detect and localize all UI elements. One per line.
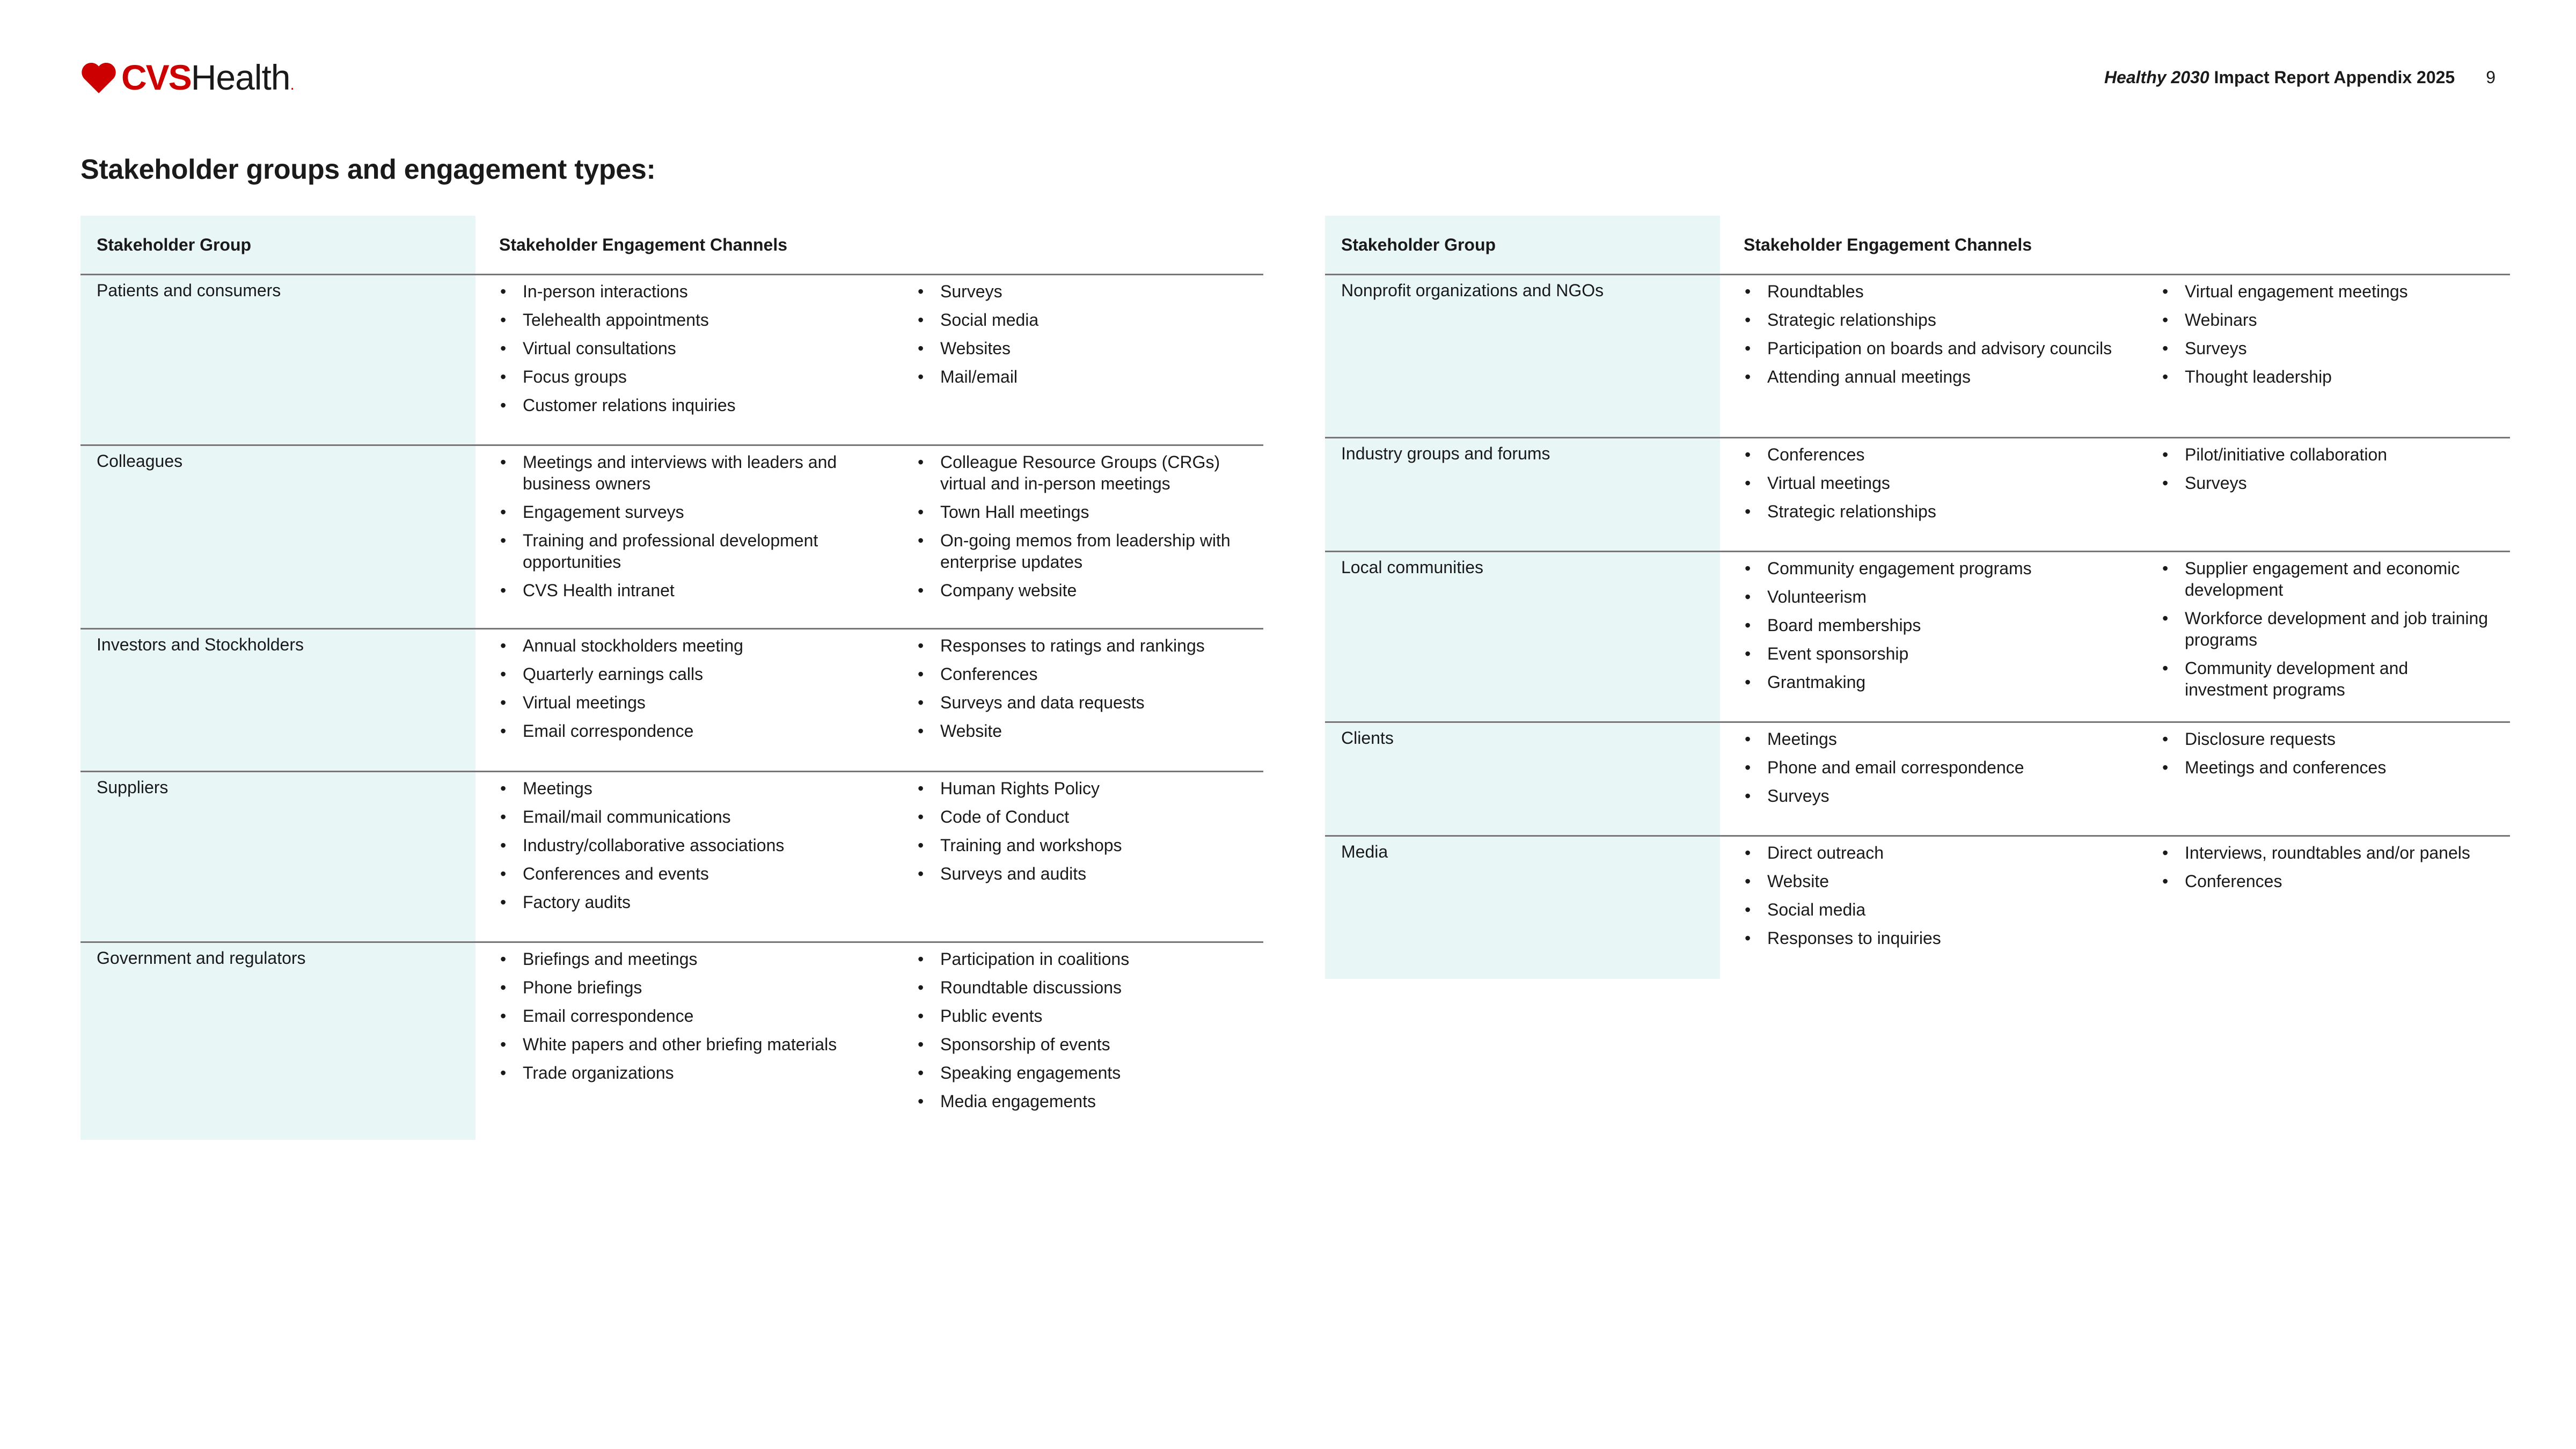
channel-list	[475, 275, 893, 416]
channel-item: • Webinars	[2161, 309, 2494, 331]
report-name	[2104, 68, 2455, 87]
channels-cell	[2138, 722, 2510, 836]
channel-item: • Training and workshops	[917, 835, 1247, 856]
channel-item: • Website	[1744, 870, 2121, 892]
stakeholder-group-cell: Government and regulators	[80, 942, 475, 1140]
channels-cell	[2138, 836, 2510, 979]
channel-item: • Meetings and conferences	[2161, 757, 2494, 778]
channel-item: • Trade organizations	[499, 1062, 877, 1084]
stakeholder-group-cell: Local communities	[1325, 552, 1720, 722]
channel-item: • Colleague Resource Groups (CRGs) virtual and in-person meetings	[917, 451, 1247, 494]
channel-item: • Roundtables	[1744, 281, 2121, 302]
report-name-rest: Impact Report Appendix 2025	[2209, 68, 2455, 87]
stakeholder-group-cell: Investors and Stockholders	[80, 629, 475, 772]
channel-list	[475, 772, 893, 913]
channel-item: • Community development and investment programs	[2161, 657, 2494, 700]
channel-item: • Phone briefings	[499, 977, 877, 998]
stakeholder-group-cell: Nonprofit organizations and NGOs	[1325, 275, 1720, 438]
channel-item: • Roundtable discussions	[917, 977, 1247, 998]
logo-health: Health	[191, 57, 290, 97]
channel-item: • Strategic relationships	[1744, 309, 2121, 331]
channel-list	[893, 943, 1263, 1112]
table-row	[1325, 275, 2510, 438]
channel-list	[475, 630, 893, 742]
channel-item: • Virtual consultations	[499, 338, 877, 359]
table-header-row	[1325, 216, 2510, 275]
channels-cell	[893, 445, 1263, 629]
channels-cell	[1720, 836, 2138, 979]
table-row	[80, 445, 1263, 629]
channel-list	[893, 772, 1263, 884]
page-number: 9	[2486, 68, 2496, 87]
channel-item: • Sponsorship of events	[917, 1034, 1247, 1055]
channel-item: • Annual stockholders meeting	[499, 635, 877, 656]
channel-item: • Public events	[917, 1005, 1247, 1027]
channel-list	[1720, 438, 2138, 522]
channel-item: • Disclosure requests	[2161, 728, 2494, 750]
channel-list	[2138, 275, 2510, 387]
channel-list	[2138, 438, 2510, 494]
channel-item: • Town Hall meetings	[917, 501, 1247, 523]
table-row	[80, 772, 1263, 942]
table-row	[80, 942, 1263, 1140]
channel-list	[475, 943, 893, 1084]
channel-item: • Meetings	[1744, 728, 2121, 750]
channels-cell	[1720, 438, 2138, 552]
channel-item: • Volunteerism	[1744, 586, 2121, 608]
channel-item: • Virtual meetings	[1744, 472, 2121, 494]
report-name-italic: Healthy 2030	[2104, 68, 2209, 87]
channels-cell	[893, 942, 1263, 1140]
channels-cell	[475, 772, 893, 942]
channels-cell	[475, 275, 893, 445]
channel-item: • Meetings	[499, 778, 877, 799]
channel-list	[893, 275, 1263, 387]
page-title: Stakeholder groups and engagement types:	[80, 154, 656, 185]
channel-item: • Engagement surveys	[499, 501, 877, 523]
channel-item: • Conferences	[1744, 444, 2121, 465]
channel-item: • Email correspondence	[499, 720, 877, 742]
channels-cell	[475, 629, 893, 772]
channels-cell	[893, 772, 1263, 942]
channel-item: • Responses to ratings and rankings	[917, 635, 1247, 656]
channels-cell	[1720, 275, 2138, 438]
channel-item: • Virtual meetings	[499, 692, 877, 713]
header-engagement-channels: Stakeholder Engagement Channels	[1720, 216, 2138, 275]
table-row	[80, 629, 1263, 772]
channel-list	[475, 446, 893, 601]
channel-item: • Event sponsorship	[1744, 643, 2121, 664]
channels-cell	[1720, 722, 2138, 836]
channel-item: • Interviews, roundtables and/or panels	[2161, 842, 2494, 863]
channels-cell	[475, 942, 893, 1140]
channel-item: • Conferences	[2161, 870, 2494, 892]
channel-item: • Quarterly earnings calls	[499, 663, 877, 685]
channel-item: • Websites	[917, 338, 1247, 359]
header-stakeholder-group: Stakeholder Group	[80, 216, 475, 275]
channel-item: • Training and professional development opportunities	[499, 530, 877, 573]
channel-item: • Email correspondence	[499, 1005, 877, 1027]
channel-item: • Customer relations inquiries	[499, 394, 877, 416]
channel-item: • Thought leadership	[2161, 366, 2494, 387]
channel-item: • Community engagement programs	[1744, 558, 2121, 579]
channel-item: • Board memberships	[1744, 614, 2121, 636]
channels-cell	[893, 275, 1263, 445]
stakeholder-table-left	[80, 216, 1263, 1140]
channel-item: • Surveys	[1744, 785, 2121, 807]
channels-cell	[2138, 552, 2510, 722]
channel-item: • Meetings and interviews with leaders and business owners	[499, 451, 877, 494]
channel-list	[2138, 723, 2510, 778]
channel-item: • Human Rights Policy	[917, 778, 1247, 799]
header-spacer	[893, 216, 1263, 275]
channels-cell	[2138, 438, 2510, 552]
channel-item: • Attending annual meetings	[1744, 366, 2121, 387]
channel-list	[2138, 552, 2510, 700]
channel-item: • Grantmaking	[1744, 671, 2121, 693]
table-row	[1325, 552, 2510, 722]
channel-item: • Mail/email	[917, 366, 1247, 387]
channel-item: • Speaking engagements	[917, 1062, 1247, 1084]
table-header-row	[80, 216, 1263, 275]
stakeholder-table-right	[1325, 216, 2510, 979]
channel-item: • Briefings and meetings	[499, 948, 877, 970]
channel-item: • Surveys	[2161, 338, 2494, 359]
table-row	[1325, 438, 2510, 552]
channel-item: • Focus groups	[499, 366, 877, 387]
channel-item: • Virtual engagement meetings	[2161, 281, 2494, 302]
report-header	[2104, 68, 2496, 87]
channel-list	[893, 630, 1263, 742]
channel-list	[893, 446, 1263, 601]
channel-item: • Responses to inquiries	[1744, 927, 2121, 949]
channel-list	[1720, 837, 2138, 949]
channel-item: • Website	[917, 720, 1247, 742]
logo-cvs: CVS	[121, 57, 191, 97]
channel-item: • In-person interactions	[499, 281, 877, 302]
stakeholder-group-cell: Clients	[1325, 722, 1720, 836]
channel-item: • Supplier engagement and economic development	[2161, 558, 2494, 601]
channel-item: • Telehealth appointments	[499, 309, 877, 331]
channel-item: • Conferences	[917, 663, 1247, 685]
channel-item: • Social media	[1744, 899, 2121, 920]
channel-item: • Conferences and events	[499, 863, 877, 884]
channels-cell	[2138, 275, 2510, 438]
channel-item: • Participation in coalitions	[917, 948, 1247, 970]
header-stakeholder-group: Stakeholder Group	[1325, 216, 1720, 275]
channel-item: • Direct outreach	[1744, 842, 2121, 863]
channel-item: • Surveys and data requests	[917, 692, 1247, 713]
channel-list	[2138, 837, 2510, 892]
channel-item: • Workforce development and job training programs	[2161, 608, 2494, 650]
channel-list	[1720, 723, 2138, 807]
table-row	[1325, 722, 2510, 836]
channel-item: • CVS Health intranet	[499, 580, 877, 601]
channels-cell	[1720, 552, 2138, 722]
channels-cell	[893, 629, 1263, 772]
channel-item: • Email/mail communications	[499, 806, 877, 828]
channel-item: • Surveys	[917, 281, 1247, 302]
channel-item: • Company website	[917, 580, 1247, 601]
header-spacer	[2138, 216, 2510, 275]
stakeholder-group-cell: Patients and consumers	[80, 275, 475, 445]
channel-item: • Industry/collaborative associations	[499, 835, 877, 856]
channel-item: • White papers and other briefing materials	[499, 1034, 877, 1055]
logo-dot: .	[290, 76, 295, 93]
stakeholder-group-cell: Colleagues	[80, 445, 475, 629]
header-engagement-channels: Stakeholder Engagement Channels	[475, 216, 893, 275]
channel-item: • On-going memos from leadership with enterprise updates	[917, 530, 1247, 573]
channel-item: • Participation on boards and advisory councils	[1744, 338, 2121, 359]
channel-item: • Surveys and audits	[917, 863, 1247, 884]
stakeholder-group-cell: Suppliers	[80, 772, 475, 942]
stakeholder-group-cell: Media	[1325, 836, 1720, 979]
stakeholder-group-cell: Industry groups and forums	[1325, 438, 1720, 552]
channel-item: • Factory audits	[499, 891, 877, 913]
channel-item: • Pilot/initiative collaboration	[2161, 444, 2494, 465]
channel-item: • Media engagements	[917, 1091, 1247, 1112]
channel-item: • Phone and email correspondence	[1744, 757, 2121, 778]
channel-item: • Surveys	[2161, 472, 2494, 494]
cvs-health-logo	[80, 57, 295, 97]
channel-list	[1720, 275, 2138, 387]
channel-item: • Strategic relationships	[1744, 501, 2121, 522]
channel-item: • Social media	[917, 309, 1247, 331]
table-row	[80, 275, 1263, 445]
channel-item: • Code of Conduct	[917, 806, 1247, 828]
channels-cell	[475, 445, 893, 629]
channel-list	[1720, 552, 2138, 693]
heart-icon	[80, 61, 117, 93]
table-row	[1325, 836, 2510, 979]
